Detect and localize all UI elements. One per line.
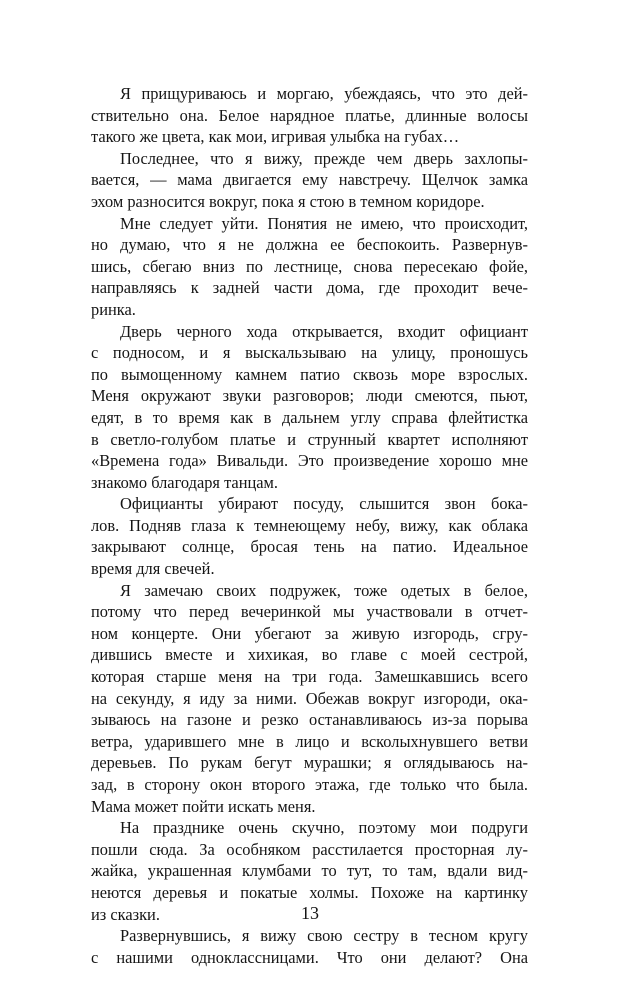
- text-line: Официанты убирают посуду, слышится звон бока-: [120, 494, 528, 514]
- text-line: едят, в то время как в дальнем углу справа флейтистка: [91, 407, 528, 427]
- text-line: деревьев. По рукам бегут мурашки; я оглядываюсь на-: [91, 753, 528, 773]
- text-line: но думаю, что я не должна ее беспокоить. Развернув-: [91, 235, 528, 255]
- text-line: пошли сюда. За особняком расстилается просторная лу-: [91, 839, 528, 859]
- text-line: Развернувшись, я вижу свою сестру в тесном кругу: [120, 926, 528, 946]
- text-line: на секунду, я иду за ними. Обежав вокруг изгороди, ока-: [91, 688, 528, 708]
- text-line: Дверь черного хода открывается, входит официант: [120, 321, 528, 341]
- text-line: зад, в сторону окон второго этажа, где только что была.: [91, 775, 528, 794]
- text-line: На празднике очень скучно, поэтому мои подруги: [120, 818, 528, 838]
- text-line: жайка, украшенная клумбами то тут, то там, вдали вид-: [91, 861, 528, 881]
- text-line: ветра, ударившего мне в лицо и всколыхнувшего ветви: [91, 731, 528, 751]
- text-line: ствительно она. Белое нарядное платье, длинные волосы: [91, 105, 528, 125]
- text-line: вается, — мама двигается ему навстречу. Щелчок замка: [91, 170, 528, 190]
- text-line: Меня окружают звуки разговоров; люди смеются, пьют,: [91, 386, 528, 406]
- text-line: эхом разносится вокруг, пока я стою в темном коридоре.: [91, 191, 485, 211]
- text-line: из сказки.: [91, 904, 160, 924]
- text-line: ном концерте. Они убегают за живую изгородь, сгру-: [91, 623, 528, 643]
- body-text: [91, 83, 528, 968]
- text-line: неются деревья и покатые холмы. Похоже на картинку: [91, 882, 528, 902]
- text-line: зываюсь на газоне и резко останавливаюсь из-за порыва: [91, 710, 528, 730]
- text-line: с подносом, и я выскальзываю на улицу, проношусь: [91, 343, 528, 363]
- text-line: с нашими одноклассницами. Что они делают? Она: [91, 947, 528, 967]
- text-line: ринка.: [91, 299, 136, 319]
- text-line: закрывают солнце, бросая тень на патио. Идеальное: [91, 537, 528, 557]
- text-line: Мама может пойти искать меня.: [91, 796, 316, 816]
- text-line: Я замечаю своих подружек, тоже одетых в белое,: [120, 580, 528, 600]
- text-line: такого же цвета, как мои, игривая улыбка на губах…: [91, 127, 460, 147]
- text-line: в светло-голубом платье и струнный квартет исполняют: [91, 429, 528, 449]
- text-line: дившись вместе и хихикая, во главе с моей сестрой,: [91, 645, 528, 665]
- text-line: Мне следует уйти. Понятия не имею, что происходит,: [120, 213, 528, 233]
- text-line: лов. Подняв глаза к темнеющему небу, вижу, как облака: [91, 515, 528, 535]
- text-line: Я прищуриваюсь и моргаю, убеждаясь, что это дей-: [120, 84, 528, 103]
- text-line: знакомо благодаря танцам.: [91, 472, 278, 492]
- text-line: которая старше меня на три года. Замешкавшись всего: [91, 667, 528, 687]
- text-line: потому что перед вечеринкой мы участвовали в отчет-: [91, 602, 528, 622]
- page-number: 13: [301, 903, 319, 923]
- text-line: Последнее, что я вижу, прежде чем дверь захлопы-: [120, 148, 528, 168]
- text-line: шись, сбегаю вниз по лестнице, снова пересекаю фойе,: [91, 256, 528, 276]
- text-line: по вымощенному камнем патио сквозь море взрослых.: [91, 364, 528, 384]
- text-line: «Времена года» Вивальди. Это произведение хорошо мне: [91, 451, 528, 471]
- text-line: время для свечей.: [91, 559, 215, 579]
- text-line: направляясь к задней части дома, где проходит вече-: [91, 278, 528, 298]
